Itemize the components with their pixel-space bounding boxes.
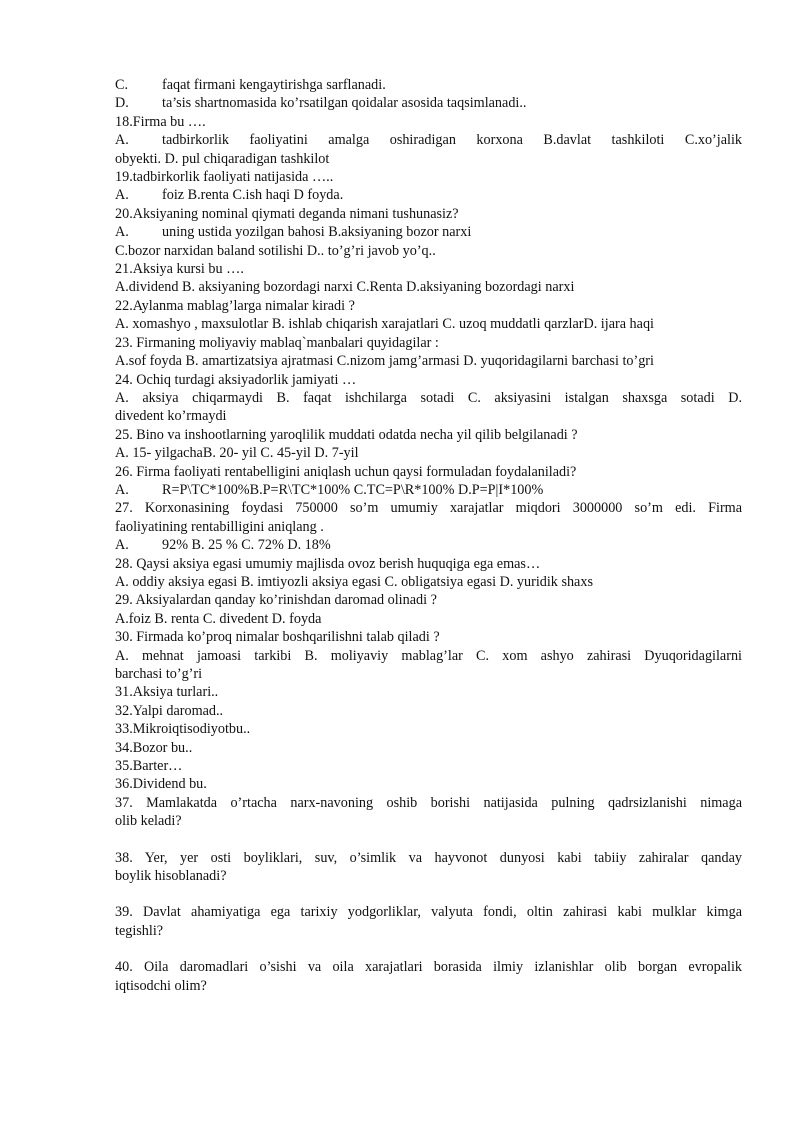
answer-option-line: [115, 223, 742, 241]
text-line: A.sof foyda B. amartizatsiya ajratmasi C.nizom jamg’armasi D. yuqoridagilarni barchasi to’gri: [115, 353, 654, 370]
option-text: R=P\TC*100%B.P=R\TC*100% C.TC=P\R*100% D.P=P|I*100%: [162, 481, 544, 498]
text-line: tegishli?: [115, 922, 164, 939]
text-line: A.foiz B. renta C. divedent D. foyda: [115, 610, 322, 627]
option-text: 92% B. 25 % C. 72% D. 18%: [162, 537, 331, 554]
option-letter: A.: [115, 224, 129, 241]
text-line: 40. Oila daromadlari o’sishi va oila xarajatlari borasida ilmiy izlanishlar olib borgan evropalik: [115, 959, 742, 976]
text-line: 22.Aylanma mablag’larga nimalar kiradi ?: [115, 297, 355, 314]
answer-option-line: [115, 131, 742, 149]
text-line: 33.Mikroiqtisodiyotbu..: [115, 721, 251, 738]
text-line: A. oddiy aksiya egasi B. imtiyozli aksiya egasi C. obligatsiya egasi D. yuridik shaxs: [115, 573, 593, 590]
text-line: A. 15- yilgachaB. 20- yil C. 45-yil D. 7-yil: [115, 445, 359, 462]
text-line: 31.Aksiya turlari..: [115, 684, 219, 701]
answer-option-line: [115, 536, 742, 554]
text-line: A. mehnat jamoasi tarkibi B. moliyaviy mablag’lar C. xom ashyo zahirasi Dyuqoridagilarni: [115, 647, 742, 664]
option-text: ta’sis shartnomasida ko’rsatilgan qoidalar asosida taqsimlanadi..: [162, 95, 527, 112]
text-line: 27. Korxonasining foydasi 750000 so’m umumiy xarajatlar miqdori 3000000 so’m edi. Firma: [115, 500, 742, 517]
option-text: faqat firmani kengaytirishga sarflanadi.: [162, 77, 386, 93]
text-line: boylik hisoblanadi?: [115, 868, 227, 885]
option-text: foiz B.renta C.ish haqi D foyda.: [162, 187, 344, 204]
text-line: barchasi to’g’ri: [115, 666, 203, 682]
text-line: divedent ko’rmaydi: [115, 408, 227, 425]
text-line: 20.Aksiyaning nominal qiymati deganda nimani tushunasiz?: [115, 205, 459, 222]
answer-option-line: [115, 186, 742, 204]
text-line: faoliyatining rentabilligini aniqlang .: [115, 518, 324, 535]
text-line: 29. Aksiyalardan qanday ko’rinishdan daromad olinadi ?: [115, 592, 437, 609]
text-line: 21.Aksiya kursi bu ….: [115, 261, 244, 278]
text-line: 30. Firmada ko’proq nimalar boshqarilishni talab qiladi ?: [115, 629, 440, 646]
text-line: 23. Firmaning moliyaviy mablaq`manbalari quyidagilar :: [115, 334, 439, 351]
answer-option-line: [115, 94, 742, 112]
text-line: 39. Davlat ahamiyatiga ega tarixiy yodgorliklar, valyuta fondi, oltin zahirasi kabi mulklar kimga: [115, 904, 742, 921]
text-line: 28. Qaysi aksiya egasi umumiy majlisda ovoz berish huquqiga ega emas…: [115, 555, 541, 572]
text-line: A. xomashyo , maxsulotlar B. ishlab chiqarish xarajatlari C. uzoq muddatli qarzlarD. ijara haqi: [115, 316, 654, 333]
blank-line: [115, 831, 742, 849]
text-line: 24. Ochiq turdagi aksiyadorlik jamiyati …: [115, 371, 357, 388]
text-line: 35.Barter…: [115, 758, 183, 775]
text-line: 36.Dividend bu.: [115, 776, 207, 793]
answer-option-line: [115, 481, 742, 499]
text-line: 38. Yer, yer osti boyliklari, suv, o’simlik va hayvonot dunyosi kabi tabiiy zahiralar qanday: [115, 849, 742, 866]
text-line: 25. Bino va inshootlarning yaroqlilik muddati odatda necha yil qilib belgilanadi ?: [115, 426, 578, 443]
text-line: 18.Firma bu ….: [115, 113, 206, 130]
text-line: A. aksiya chiqarmaydi B. faqat ishchilarga sotadi C. aksiyasini istalgan shaxsga sotadi D.: [115, 389, 742, 406]
option-letter: A.: [115, 132, 129, 149]
text-line: iqtisodchi olim?: [115, 977, 207, 994]
text-line: 34.Bozor bu..: [115, 739, 193, 756]
text-line: 32.Yalpi daromad..: [115, 702, 224, 719]
document-page: [115, 76, 742, 995]
text-line: C.bozor narxidan baland sotilishi D.. to’g’ri javob yo’q..: [115, 242, 436, 259]
text-line: obyekti. D. pul chiqaradigan tashkilot: [115, 150, 330, 167]
text-line: 26. Firma faoliyati rentabelligini aniqlash uchun qaysi formuladan foydalaniladi?: [115, 463, 577, 480]
text-line: A.dividend B. aksiyaning bozordagi narxi C.Renta D.aksiyaning bozordagi narxi: [115, 279, 575, 296]
answer-option-line: [115, 76, 742, 94]
blank-line: [115, 940, 742, 958]
option-text: tadbirkorlik faoliyatini amalga oshiradigan korxona B.davlat tashkiloti C.xo’jalik: [162, 132, 742, 149]
option-letter: D.: [115, 95, 129, 112]
text-line: 19.tadbirkorlik faoliyati natijasida …..: [115, 169, 334, 186]
option-letter: A.: [115, 187, 129, 204]
option-letter: A.: [115, 481, 129, 498]
option-letter: C.: [115, 77, 129, 93]
option-text: uning ustida yozilgan bahosi B.aksiyaning bozor narxi: [162, 224, 472, 241]
text-line: 37. Mamlakatda o’rtacha narx-navoning oshib borishi natijasida pulning qadrsizlanishi nimaga: [115, 794, 742, 811]
text-line: olib keladi?: [115, 813, 182, 830]
option-letter: A.: [115, 537, 129, 554]
blank-line: [115, 885, 742, 903]
